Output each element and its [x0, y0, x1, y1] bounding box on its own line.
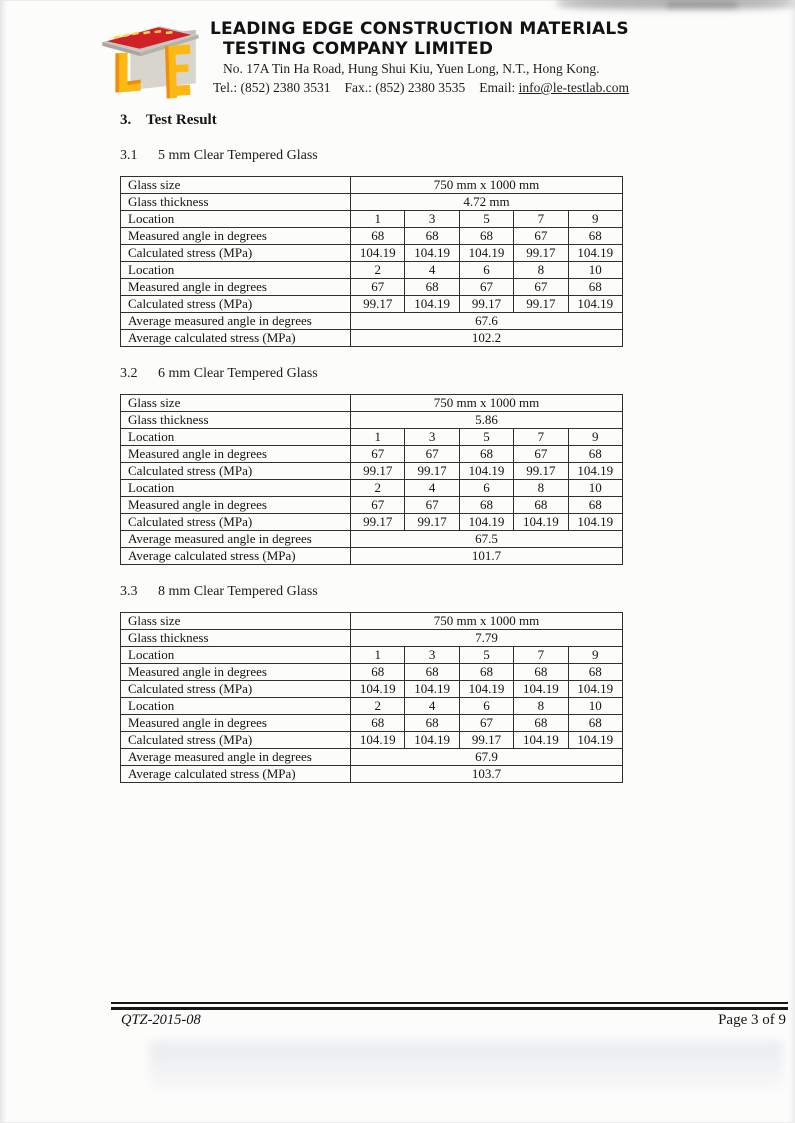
value-cell: 68: [514, 715, 568, 732]
value-cell: 67.5: [351, 531, 623, 548]
value-cell: 67: [351, 279, 405, 296]
table-row: [121, 681, 623, 698]
value-cell: 104.19: [351, 732, 405, 749]
value-cell: 99.17: [405, 514, 459, 531]
value-cell: 104.19: [514, 681, 568, 698]
table-row: [121, 463, 623, 480]
value-cell: 6: [459, 480, 513, 497]
subsection-number: 3.3: [120, 584, 138, 599]
value-cell: 68: [405, 664, 459, 681]
value-cell: 8: [514, 262, 568, 279]
table-row: [121, 412, 623, 429]
value-cell: 7: [514, 429, 568, 446]
value-cell: 750 mm x 1000 mm: [351, 613, 623, 630]
value-cell: 99.17: [405, 463, 459, 480]
value-cell: 7.79: [351, 630, 623, 647]
value-cell: 99.17: [459, 296, 513, 313]
value-cell: 99.17: [514, 245, 568, 262]
table-row: [121, 429, 623, 446]
value-cell: 99.17: [351, 463, 405, 480]
value-cell: 67: [351, 446, 405, 463]
value-cell: 9: [568, 211, 622, 228]
value-cell: 68: [405, 228, 459, 245]
heading-title: Test Result: [146, 112, 217, 128]
value-cell: 5: [459, 211, 513, 228]
company-header-block: [210, 16, 629, 97]
value-cell: 3: [405, 647, 459, 664]
subsection-title: 6 mm Clear Tempered Glass: [158, 366, 318, 381]
value-cell: 3: [405, 429, 459, 446]
value-cell: 101.7: [351, 548, 623, 565]
value-cell: 9: [568, 647, 622, 664]
test-result-sections: [120, 148, 623, 783]
row-label-cell: Calculated stress (MPa): [121, 463, 351, 480]
row-label-cell: Measured angle in degrees: [121, 228, 351, 245]
row-label-cell: Average measured angle in degrees: [121, 531, 351, 548]
company-logo-icon: [98, 16, 202, 102]
value-cell: 7: [514, 211, 568, 228]
value-cell: 67: [459, 715, 513, 732]
table-row: [121, 480, 623, 497]
value-cell: 99.17: [514, 296, 568, 313]
row-label-cell: Average calculated stress (MPa): [121, 766, 351, 783]
value-cell: 68: [568, 664, 622, 681]
value-cell: 104.19: [459, 463, 513, 480]
table-row: [121, 228, 623, 245]
row-label-cell: Calculated stress (MPa): [121, 296, 351, 313]
value-cell: 68: [459, 497, 513, 514]
subsection-title: 8 mm Clear Tempered Glass: [158, 584, 318, 599]
company-fax: Fax.: (852) 2380 3535: [344, 79, 466, 95]
value-cell: 10: [568, 698, 622, 715]
subsection-heading: [120, 366, 623, 382]
table-row: [121, 211, 623, 228]
subsection-heading: [120, 584, 623, 600]
value-cell: 750 mm x 1000 mm: [351, 177, 623, 194]
company-contact-line: [213, 80, 629, 97]
subsection-number: 3.2: [120, 366, 138, 381]
value-cell: 68: [568, 497, 622, 514]
row-label-cell: Location: [121, 262, 351, 279]
value-cell: 67.9: [351, 749, 623, 766]
table-row: [121, 245, 623, 262]
table-row: [121, 664, 623, 681]
row-label-cell: Calculated stress (MPa): [121, 514, 351, 531]
table-row: [121, 613, 623, 630]
table-row: [121, 313, 623, 330]
subsection-title: 5 mm Clear Tempered Glass: [158, 148, 318, 163]
value-cell: 1: [351, 211, 405, 228]
value-cell: 104.19: [405, 245, 459, 262]
value-cell: 6: [459, 698, 513, 715]
row-label-cell: Location: [121, 211, 351, 228]
value-cell: 104.19: [514, 732, 568, 749]
value-cell: 67: [514, 279, 568, 296]
value-cell: 104.19: [405, 296, 459, 313]
value-cell: 9: [568, 429, 622, 446]
value-cell: 8: [514, 698, 568, 715]
result-table: [120, 612, 623, 783]
value-cell: 67: [459, 279, 513, 296]
value-cell: 67: [514, 228, 568, 245]
value-cell: 68: [568, 446, 622, 463]
company-address: No. 17A Tin Ha Road, Hung Shui Kiu, Yuen Long, N.T., Hong Kong.: [223, 61, 600, 77]
value-cell: 7: [514, 647, 568, 664]
subsection-heading: [120, 148, 623, 164]
scan-smudge: [667, 2, 737, 8]
value-cell: 68: [514, 664, 568, 681]
value-cell: 68: [351, 715, 405, 732]
footer-double-rule: [111, 1002, 788, 1010]
value-cell: 2: [351, 480, 405, 497]
value-cell: 68: [351, 228, 405, 245]
value-cell: 104.19: [568, 681, 622, 698]
table-row: [121, 395, 623, 412]
value-cell: 67: [405, 497, 459, 514]
value-cell: 104.19: [568, 732, 622, 749]
result-table: [120, 394, 623, 565]
value-cell: 104.19: [568, 463, 622, 480]
value-cell: 67: [514, 446, 568, 463]
value-cell: 104.19: [568, 296, 622, 313]
value-cell: 104.19: [514, 514, 568, 531]
table-row: [121, 766, 623, 783]
row-label-cell: Measured angle in degrees: [121, 664, 351, 681]
row-label-cell: Measured angle in degrees: [121, 497, 351, 514]
row-label-cell: Measured angle in degrees: [121, 715, 351, 732]
result-table: [120, 176, 623, 347]
report-reference: QTZ-2015-08: [121, 1012, 201, 1028]
report-body: [120, 112, 623, 783]
table-row: [121, 514, 623, 531]
value-cell: 104.19: [351, 245, 405, 262]
table-row: [121, 279, 623, 296]
value-cell: 104.19: [459, 245, 513, 262]
value-cell: 10: [568, 480, 622, 497]
table-row: [121, 531, 623, 548]
row-label-cell: Location: [121, 647, 351, 664]
value-cell: 750 mm x 1000 mm: [351, 395, 623, 412]
value-cell: 104.19: [405, 681, 459, 698]
value-cell: 68: [405, 715, 459, 732]
value-cell: 68: [459, 446, 513, 463]
row-label-cell: Glass size: [121, 177, 351, 194]
value-cell: 1: [351, 647, 405, 664]
value-cell: 68: [514, 497, 568, 514]
row-label-cell: Calculated stress (MPa): [121, 681, 351, 698]
page-number: Page 3 of 9: [718, 1012, 786, 1028]
company-email-label: Email:: [479, 79, 516, 95]
letterhead: [98, 16, 629, 102]
value-cell: 104.19: [568, 514, 622, 531]
value-cell: 68: [459, 664, 513, 681]
row-label-cell: Calculated stress (MPa): [121, 732, 351, 749]
table-row: [121, 698, 623, 715]
table-row: [121, 194, 623, 211]
company-name-line2: TESTING COMPANY LIMITED: [223, 38, 494, 59]
row-label-cell: Measured angle in degrees: [121, 446, 351, 463]
value-cell: 104.19: [459, 514, 513, 531]
row-label-cell: Glass thickness: [121, 412, 351, 429]
value-cell: 67: [405, 446, 459, 463]
value-cell: 99.17: [459, 732, 513, 749]
value-cell: 4.72 mm: [351, 194, 623, 211]
value-cell: 2: [351, 262, 405, 279]
value-cell: 99.17: [514, 463, 568, 480]
table-row: [121, 715, 623, 732]
table-row: [121, 732, 623, 749]
value-cell: 68: [568, 279, 622, 296]
row-label-cell: Measured angle in degrees: [121, 279, 351, 296]
company-tel: Tel.: (852) 2380 3531: [213, 79, 331, 95]
value-cell: 68: [568, 228, 622, 245]
heading-number: 3.: [120, 112, 132, 128]
table-row: [121, 497, 623, 514]
page-footer: [111, 1002, 788, 1029]
company-email: info@le-testlab.com: [518, 79, 629, 95]
table-row: [121, 548, 623, 565]
table-row: [121, 262, 623, 279]
value-cell: 4: [405, 262, 459, 279]
row-label-cell: Location: [121, 429, 351, 446]
value-cell: 4: [405, 480, 459, 497]
section-heading-test-result: [120, 112, 623, 129]
row-label-cell: Location: [121, 698, 351, 715]
row-label-cell: Glass thickness: [121, 194, 351, 211]
table-row: [121, 647, 623, 664]
value-cell: 5: [459, 429, 513, 446]
table-row: [121, 749, 623, 766]
value-cell: 104.19: [568, 245, 622, 262]
table-row: [121, 446, 623, 463]
value-cell: 68: [351, 664, 405, 681]
company-name-line1: LEADING EDGE CONSTRUCTION MATERIALS: [210, 19, 629, 39]
scan-edge-right: [789, 0, 795, 1123]
row-label-cell: Average calculated stress (MPa): [121, 548, 351, 565]
value-cell: 5.86: [351, 412, 623, 429]
row-label-cell: Glass size: [121, 613, 351, 630]
value-cell: 104.19: [351, 681, 405, 698]
row-label-cell: Location: [121, 480, 351, 497]
value-cell: 5: [459, 647, 513, 664]
table-row: [121, 296, 623, 313]
table-row: [121, 630, 623, 647]
row-label-cell: Average measured angle in degrees: [121, 749, 351, 766]
value-cell: 2: [351, 698, 405, 715]
value-cell: 8: [514, 480, 568, 497]
row-label-cell: Glass thickness: [121, 630, 351, 647]
value-cell: 68: [459, 228, 513, 245]
value-cell: 6: [459, 262, 513, 279]
value-cell: 68: [568, 715, 622, 732]
table-row: [121, 330, 623, 347]
value-cell: 67: [351, 497, 405, 514]
value-cell: 68: [405, 279, 459, 296]
value-cell: 102.2: [351, 330, 623, 347]
value-cell: 103.7: [351, 766, 623, 783]
value-cell: 99.17: [351, 296, 405, 313]
value-cell: 104.19: [405, 732, 459, 749]
value-cell: 3: [405, 211, 459, 228]
row-label-cell: Average calculated stress (MPa): [121, 330, 351, 347]
table-row: [121, 177, 623, 194]
scan-smudge: [150, 1042, 783, 1092]
value-cell: 67.6: [351, 313, 623, 330]
value-cell: 4: [405, 698, 459, 715]
row-label-cell: Calculated stress (MPa): [121, 245, 351, 262]
value-cell: 99.17: [351, 514, 405, 531]
subsection-number: 3.1: [120, 148, 138, 163]
value-cell: 10: [568, 262, 622, 279]
value-cell: 104.19: [459, 681, 513, 698]
row-label-cell: Average measured angle in degrees: [121, 313, 351, 330]
row-label-cell: Glass size: [121, 395, 351, 412]
scan-edge-left: [0, 0, 7, 1123]
value-cell: 1: [351, 429, 405, 446]
